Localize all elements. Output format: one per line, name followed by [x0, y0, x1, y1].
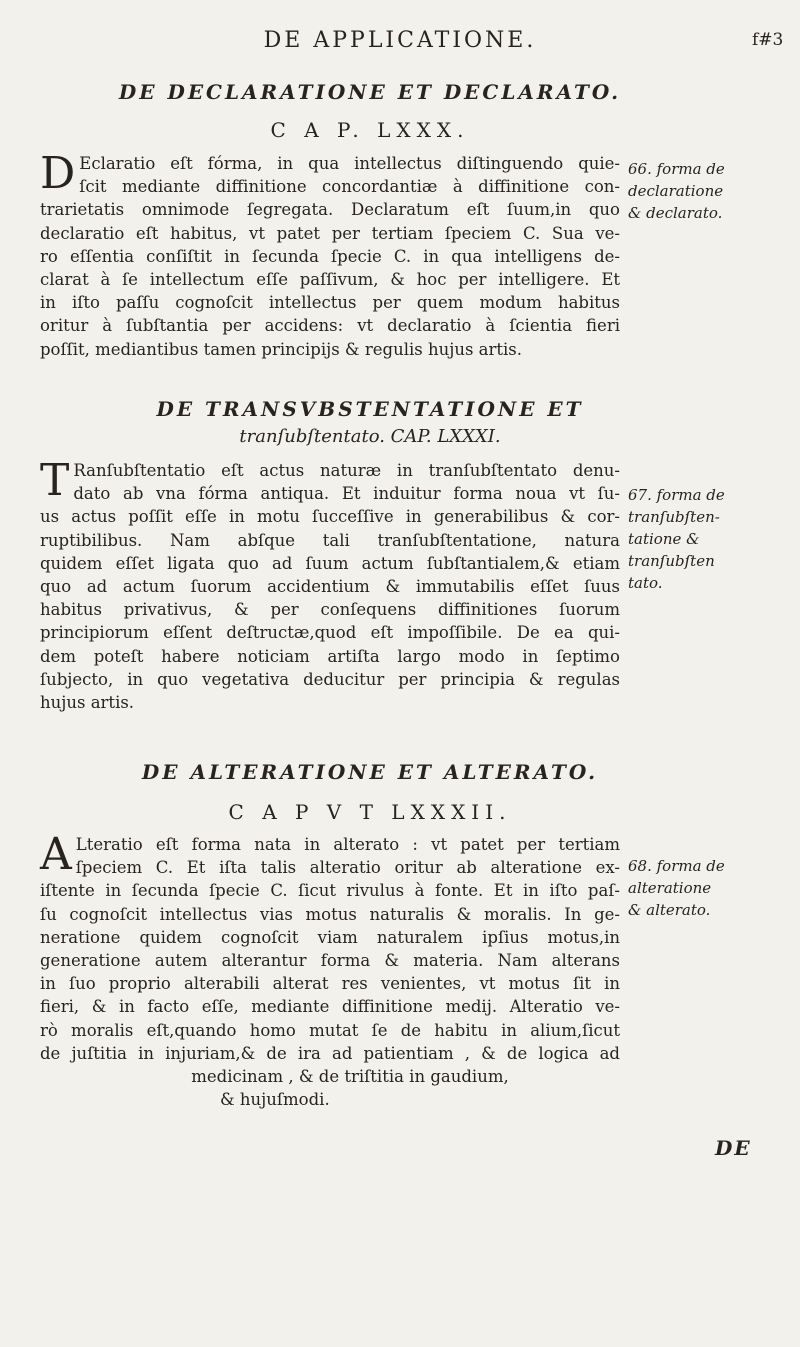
text-line: fieri, & in facto eſſe, mediante diffinitione medij. Alteratio ve-: [40, 997, 620, 1017]
text-line: ſpeciem C. Et iſta talis alteratio oritur ab alteratione ex-: [75, 858, 620, 878]
chapter-heading-80: C A P. LXXX.: [270, 118, 470, 142]
dropcap: D: [40, 148, 76, 199]
text-line: dem poteſt habere noticiam artiſta largo modo in ſeptimo: [40, 646, 620, 666]
section-title-alteratione: DE ALTERATIONE ET ALTERATO.: [141, 760, 599, 784]
paragraph-alteratione: [40, 829, 620, 1111]
text-line: ro eſſentia conſiſtit in ſecunda ſpecie C. in qua intelligens de-: [40, 246, 620, 266]
section-title-declaratione: DE DECLARATIONE ET DECLARATO.: [118, 80, 622, 104]
margin-note-line: tranſubſten: [628, 552, 715, 570]
section-title-transubstentatione: DE TRANSVBSTENTATIONE ET: [156, 397, 584, 421]
text-line: dato ab vna fórma antiqua. Et induitur forma noua vt ſu-: [73, 484, 620, 504]
dropcap: A: [40, 829, 72, 880]
text-line: rò moralis eſt,quando homo mutat ſe de habitu in alium,ſicut: [40, 1020, 620, 1040]
section-subtitle-cap-81: tranſubſtentato. CAP. LXXXI.: [239, 426, 501, 447]
text-line: quo ad actum ſuorum accidentium & immutabilis eſſet ſuus: [40, 576, 620, 596]
dropcap: T: [40, 455, 70, 506]
text-line: ruptibilibus. Nam abſque tali tranſubſtentatione, natura: [40, 530, 620, 550]
margin-note-line: & alterato.: [628, 901, 711, 919]
page-number: f#3: [752, 30, 784, 50]
margin-note-line: tatione &: [628, 530, 700, 548]
text-line: poſſit, mediantibus tamen principijs & regulis hujus artis.: [40, 339, 523, 359]
margin-note-68: [628, 855, 788, 921]
text-line: oritur à ſubſtantia per accidens: vt declaratio à ſcientia fieri: [40, 316, 620, 336]
text-line: trarietatis omnimode ſegregata. Declaratum eſt ſuum,in quo: [40, 200, 620, 220]
margin-note-line: tato.: [628, 574, 663, 592]
margin-note-line: tranſubſten-: [628, 508, 720, 526]
paragraph-transubstentatione: [40, 455, 620, 714]
text-line: us actus poſſit eſſe in motu ſucceſſive in generabilibus & cor-: [40, 507, 620, 527]
running-head: DE APPLICATIONE.: [263, 28, 537, 53]
margin-note-67: [628, 484, 788, 594]
chapter-heading-82: C A P V T LXXXII.: [228, 800, 512, 824]
text-line: in iſto paſſu cognoſcit intellectus per quem modum habitus: [40, 293, 620, 313]
margin-note-line: declaratione: [628, 182, 724, 200]
text-line: ſu cognoſcit intellectus vias motus naturalis & moralis. In ge-: [40, 904, 620, 924]
margin-note-line: 66. forma de: [628, 160, 725, 178]
text-line: Lteratio eſt forma nata in alterato : vt patet per tertiam: [75, 835, 620, 854]
text-line: principiorum eſſent deſtructæ,quod eſt impoſſibile. De ea qui-: [40, 623, 620, 643]
text-line: hujus artis.: [40, 692, 135, 712]
margin-note-line: alteratione: [628, 879, 712, 897]
text-line: Eclaratio eſt fórma, in qua intellectus diſtinguendo quie-: [79, 154, 620, 173]
text-line: clarat à ſe intellectum eſſe paſſivum, & hoc per intelligere. Et: [40, 269, 620, 289]
text-line: de juſtitia in injuriam,& de ira ad patientiam , & de logica ad: [40, 1043, 620, 1063]
text-line: quidem eſſet ligata quo ad ſuum actum ſubſtantialem,& etiam: [40, 553, 620, 573]
text-line: iſtente in ſecunda ſpecie C. ſicut rivulus à fonte. Et in iſto paſ-: [40, 881, 620, 901]
text-line: generatione autem alterantur forma & materia. Nam alterans: [40, 950, 620, 970]
text-line: medicinam , & de triſtitia in gaudium,: [191, 1066, 509, 1086]
text-line: declaratio eſt habitus, vt patet per tertiam ſpeciem C. Sua ve-: [40, 223, 620, 243]
text-line: Ranſubſtentatio eſt actus naturæ in tranſubſtentato denu-: [73, 461, 620, 480]
text-line: ſubjecto, in quo vegetativa deducitur per principia & regulas: [40, 669, 620, 689]
margin-note-line: 68. forma de: [628, 857, 725, 875]
text-line: neratione quidem cognoſcit viam naturalem ipſius motus,in: [40, 927, 620, 947]
text-line: ſcit mediante diffinitione concordantiæ à diffinitione con-: [79, 177, 620, 197]
text-line: in ſuo proprio alterabili alterat res venientes, vt motus ſit in: [40, 974, 620, 994]
margin-note-line: & declarato.: [628, 204, 723, 222]
paragraph-declaratione: [40, 148, 620, 361]
margin-note-line: 67. forma de: [628, 486, 725, 504]
catchword: DE: [715, 1136, 752, 1160]
margin-note-66: [628, 158, 788, 224]
text-line: habitus privativus, & per conſequens diffinitiones ſuorum: [40, 600, 620, 620]
text-line: & hujuſmodi.: [220, 1090, 330, 1110]
